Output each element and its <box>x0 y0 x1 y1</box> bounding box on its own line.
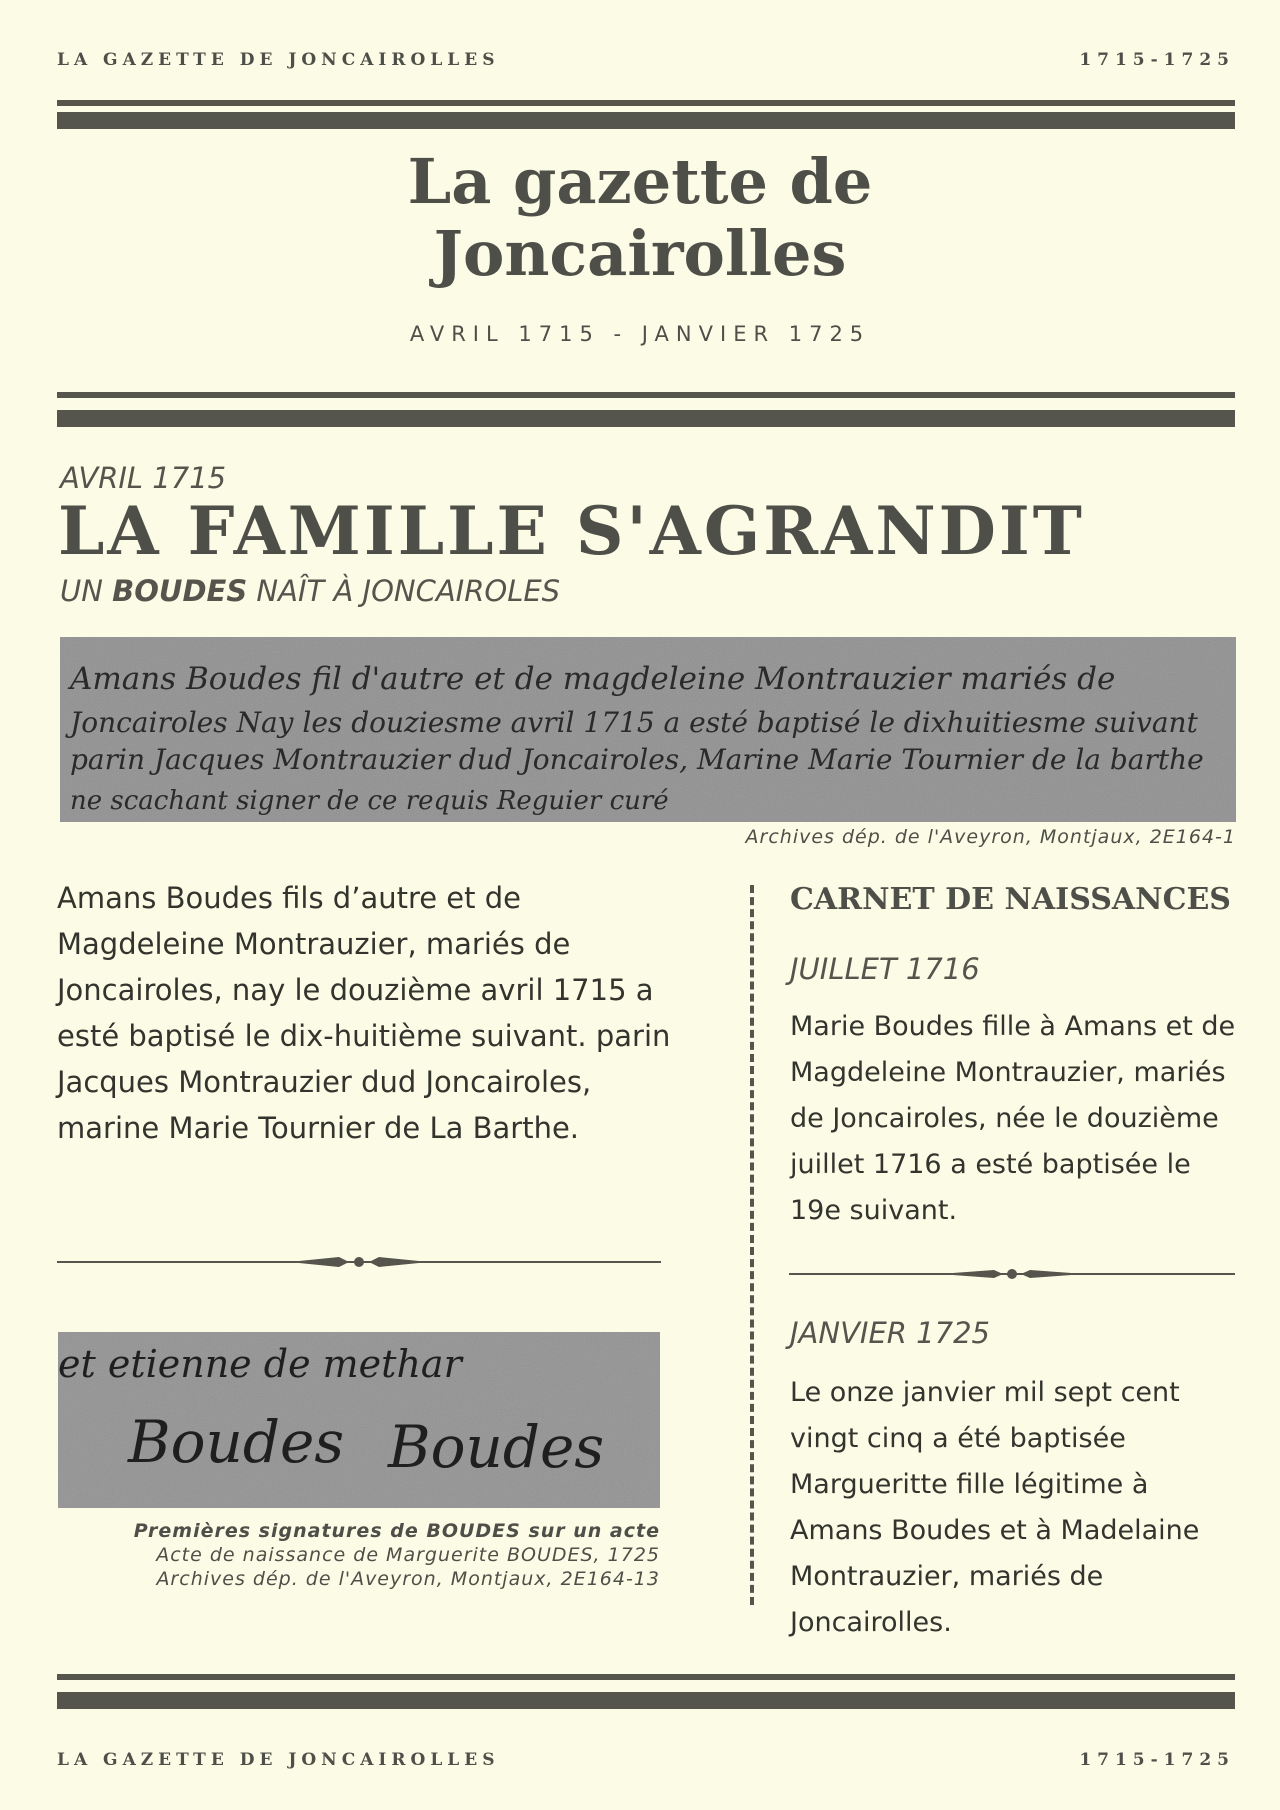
signature-caption-title: Premières signatures de BOUDES sur un acte <box>133 1520 660 1542</box>
column-divider <box>750 885 754 1605</box>
page-title <box>0 146 1280 290</box>
signature-line-1: et etienne de methar <box>58 1342 462 1386</box>
top-rule-thick <box>57 112 1235 129</box>
bottom-rule-thick <box>57 1692 1235 1709</box>
manuscript-image <box>60 637 1236 822</box>
sidebar-date-1: JUILLET 1716 <box>790 952 980 986</box>
masthead-years-top: 1715-1725 <box>1079 50 1235 70</box>
manuscript-svg <box>60 637 1236 822</box>
sidebar-title: CARNET DE NAISSANCES <box>790 882 1231 917</box>
page-subtitle: AVRIL 1715 - JANVIER 1725 <box>409 322 871 346</box>
masthead-name-top: LA GAZETTE DE JONCAIROLLES <box>57 50 500 70</box>
manuscript-line-4: ne scachant signer de ce requis Reguier curé <box>70 786 669 816</box>
article-kicker: AVRIL 1715 <box>60 461 227 495</box>
signature-caption-line2: Acte de naissance de Marguerite BOUDES, 1725 <box>156 1544 660 1566</box>
ornament-divider-right <box>789 1264 1235 1284</box>
bottom-rule-thin <box>57 1674 1235 1680</box>
article-deck <box>60 574 560 608</box>
ornament-divider-left <box>57 1252 661 1272</box>
top-rule-thin <box>57 100 1235 106</box>
signature-image <box>58 1332 660 1508</box>
title-rule-thick <box>57 410 1235 427</box>
masthead-name-bottom: LA GAZETTE DE JONCAIROLLES <box>57 1750 500 1770</box>
sidebar-text-2: Le onze janvier mil sept cent vingt cinq a été baptisée Margueritte fille légitime à Amans Boudes et à Madelaine Montrauzier, mariés de Joncairolles. <box>790 1377 1200 1638</box>
masthead-years-bottom: 1715-1725 <box>1079 1750 1235 1770</box>
deck-post: NAÎT À JONCAIROLES <box>247 574 561 608</box>
sidebar-text-1: Marie Boudes fille à Amans et de Magdeleine Montrauzier, mariés de Joncairoles, née le douzième juillet 1716 a esté baptisée le 19e suivant. <box>790 1011 1236 1226</box>
deck-pre: UN <box>60 574 113 608</box>
deck-bold: BOUDES <box>112 574 248 608</box>
signature-name-2: Boudes <box>388 1413 605 1481</box>
sidebar-date-2: JANVIER 1725 <box>790 1316 990 1350</box>
article-body: Amans Boudes fils d’autre et de Magdeleine Montrauzier, mariés de Joncairoles, nay le douzième avril 1715 a esté baptisé le dix-huitième suivant. parin Jacques Montrauzier dud Joncairoles, marine Marie Tournier de La Barthe. <box>57 881 671 1145</box>
manuscript-line-3: parin Jacques Montrauzier dud Joncairoles, Marine Marie Tournier de la barthe <box>70 743 1204 776</box>
signature-svg <box>58 1332 660 1508</box>
signature-name-1: Boudes <box>128 1408 345 1476</box>
title-rule-thin <box>57 392 1235 398</box>
signature-caption-line3: Archives dép. de l'Aveyron, Montjaux, 2E164-13 <box>156 1568 660 1590</box>
page-title-line2: Joncairolles <box>433 217 847 290</box>
manuscript-caption: Archives dép. de l'Aveyron, Montjaux, 2E164-1 <box>745 826 1236 848</box>
article-headline: LA FAMILLE S'AGRANDIT <box>58 492 1085 570</box>
manuscript-line-1: Amans Boudes fil d'autre et de magdeleine Montrauzier mariés de <box>70 661 1116 697</box>
signature-caption <box>60 1519 660 1591</box>
manuscript-line-2: Joncairoles Nay les douziesme avril 1715 a esté baptisé le dixhuitiesme suivant <box>70 706 1198 739</box>
page-title-line1: La gazette de <box>407 145 873 218</box>
